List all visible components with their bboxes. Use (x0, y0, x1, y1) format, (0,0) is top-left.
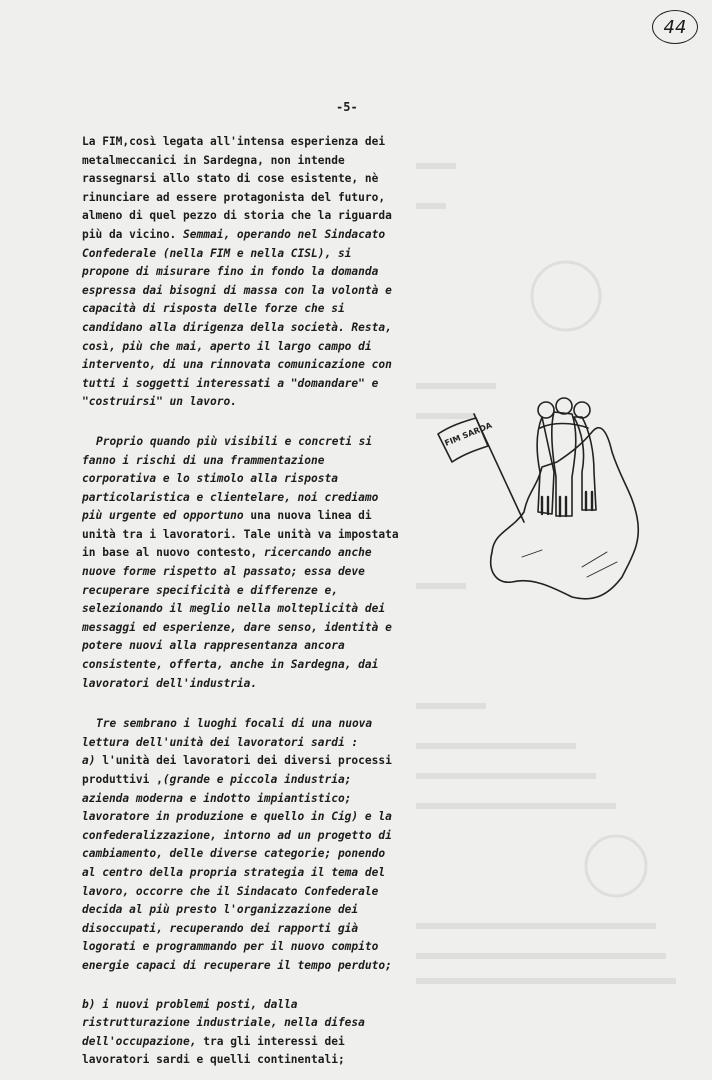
paragraph-2-plain: una nuova linea di unità tra i lavoratori. Tale unità va impostata in base al nuovo contesto, (82, 509, 399, 560)
item-a-label: a) (82, 754, 96, 768)
header-number: -5- (336, 100, 358, 114)
paragraph-1-italic: Semmai, operando nel Sindacato Confederale (nella FIM e nella CISL), si propone di misurare fino in fondo la domanda espressa dai bisogni di massa con la volontà e capacità di risposta delle forze che si candidano alla dirigenza della società. Resta, così, più che mai, aperto il largo campo di intervento, di una rinnovata comunicazione con tutti i soggetti interessati a "domandare" e "costruirsi" un lavoro. (82, 227, 392, 409)
head-middle (556, 398, 572, 414)
archive-page-number (652, 10, 698, 44)
paragraph-1 (82, 133, 400, 412)
paragraph-3 (82, 715, 400, 975)
item-a-plain: l'unità dei lavoratori dei diversi processi produttivi , (82, 754, 392, 786)
head-right (574, 402, 590, 418)
paragraph-2-italic-a: Proprio quando più visibili e concreti si fanno i rischi di una frammentazione corporativa e lo stimolo alla risposta particolaristica e clientelare, noi crediamo più urgente ed opportuno (82, 434, 379, 523)
arms (540, 424, 588, 429)
text-column (82, 133, 400, 1070)
paragraph-1-plain: La FIM,così legata all'intensa esperienza dei metalmeccanici in Sardegna, non intende rassegnarsi allo stato di cose esistente, nè rinunciare ad essere protagonista del futuro, almeno di quel pezzo di storia che la riguarda più da vicino. (82, 135, 392, 241)
paragraph-3-intro: Tre sembrano i luoghi focali di una nuova lettura dell'unità dei lavoratori sardi : (82, 717, 373, 749)
archive-number-text: 44 (663, 16, 687, 38)
paragraph-2-italic-b: ricercando anche nuove forme rispetto al passato; essa deve recuperare specificità e differenze e, selezionando il meglio nella molteplicità dei messaggi ed esperienze, dare senso, identità e potere nuovi alla rappresentanza ancora consistente, offerta, anche in Sardegna, dai lavoratori dell'industria. (82, 546, 392, 690)
paragraph-4 (82, 996, 400, 1070)
paragraph-2 (82, 433, 400, 693)
item-a-italic: (grande e piccola industria; azienda moderna e indotto impiantistico; lavoratore in produzione e quello in Cig) e la confederalizzazione, intorno ad un progetto di cambiamento, delle diverse categorie; ponendo al centro della propria strategia il tema del lavoro, occorre che il Sindacato Confederale decida al più presto l'organizzazione dei disoccupati, recuperando dei rapporti già logorati e programmando per il nuovo compito energie capaci di recuperare il tempo perduto; (82, 773, 392, 972)
head-left (538, 402, 554, 418)
cartoon-illustration (432, 392, 662, 612)
item-b-plain: tra gli interessi dei lavoratori sardi e quelli continentali; (82, 1034, 345, 1067)
item-b-italic: i nuovi problemi posti, dalla ristrutturazione industriale, nella difesa dell'occupazione, (82, 997, 365, 1048)
figure-middle (552, 412, 576, 516)
item-b-label: b) (82, 997, 96, 1011)
flag-text: FIM SARDA (443, 420, 494, 448)
island-outline (491, 428, 639, 599)
